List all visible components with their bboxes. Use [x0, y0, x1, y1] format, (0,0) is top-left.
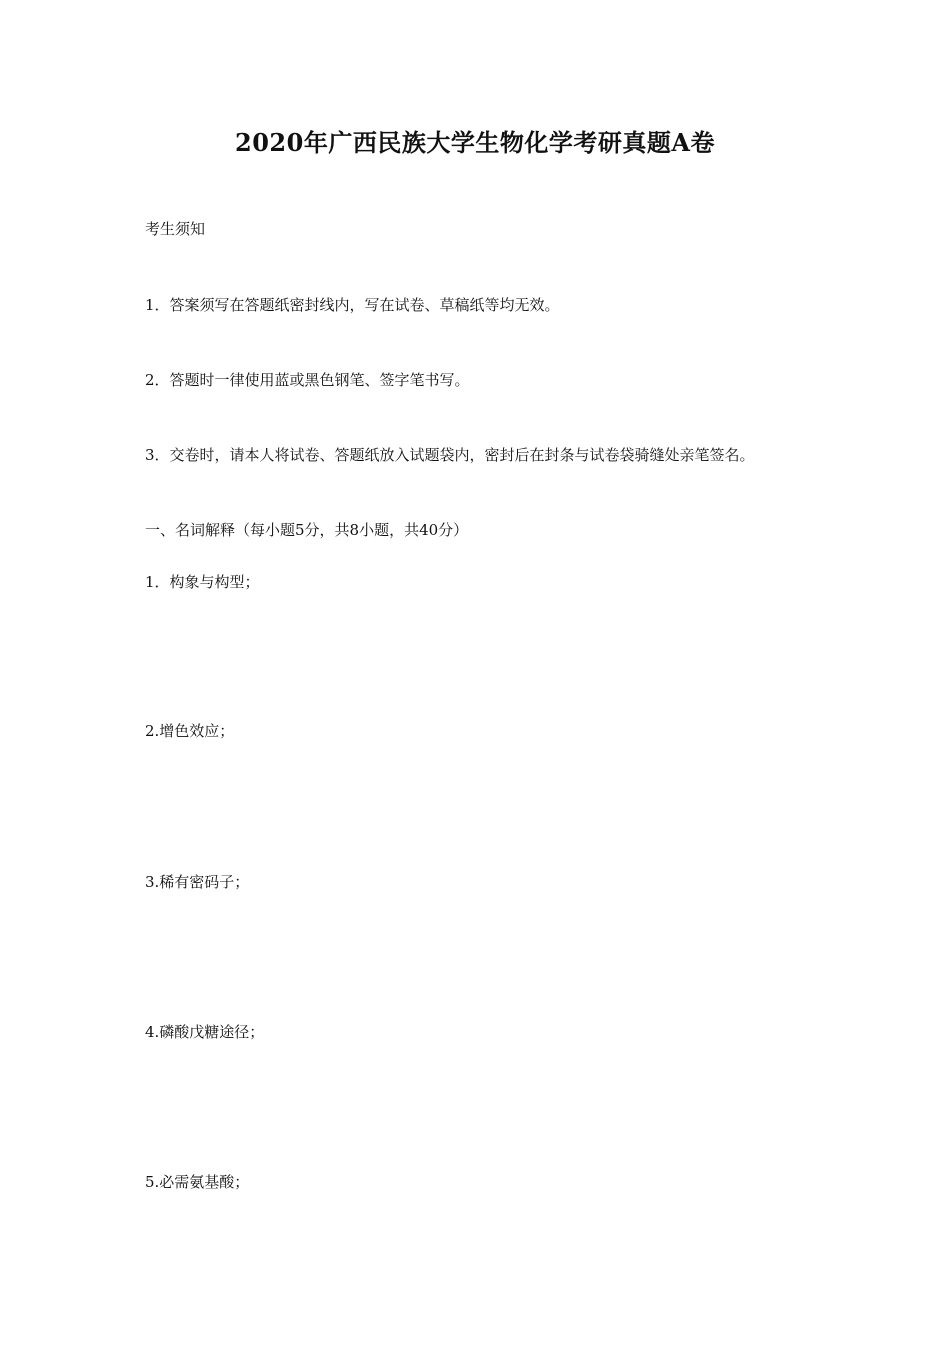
notice-rule: 3．交卷时，请本人将试卷、答题纸放入试题袋内，密封后在封条与试卷袋骑缝处亲笔签名。	[145, 446, 755, 464]
question-item: 2.增色效应；	[145, 722, 235, 740]
question-item: 4.磷酸戊糖途径；	[145, 1023, 265, 1041]
question-item: 1．构象与构型；	[145, 573, 260, 591]
notice-rule: 1．答案须写在答题纸密封线内，写在试卷、草稿纸等均无效。	[145, 296, 560, 314]
notice-heading: 考生须知	[145, 220, 206, 238]
question-item: 5.必需氨基酸；	[145, 1173, 250, 1191]
question-item: 3.稀有密码子；	[145, 873, 250, 891]
notice-rule: 2．答题时一律使用蓝或黑色钢笔、签字笔书写。	[145, 371, 470, 389]
section-heading: 一、名词解释（每小题5分，共8小题，共40分）	[145, 521, 469, 539]
page-title: 2020年广西民族大学生物化学考研真题A卷	[235, 128, 715, 157]
